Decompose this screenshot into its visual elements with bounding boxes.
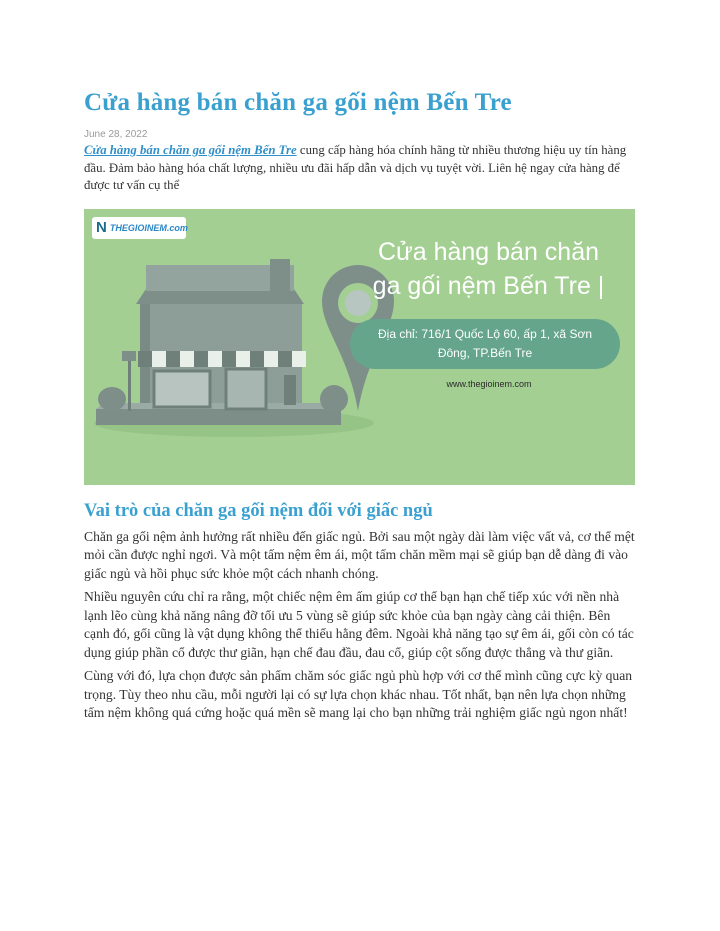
intro-link[interactable]: Cửa hàng bán chăn ga gối nệm Bến Tre: [84, 143, 297, 157]
awning: [138, 351, 306, 367]
hero-banner: [84, 209, 635, 485]
address-line2: Đông, TP.Bến Tre: [437, 345, 533, 360]
banner-title-line1: Cửa hàng bán chăn: [377, 237, 600, 266]
article: [84, 86, 636, 723]
body-paragraph-3: Cùng với đó, lựa chọn được sản phẩm chăm sóc giấc ngủ phù hợp với cơ thể mình cũng cực kỳ quan trọng. Tùy theo nhu cầu, mỗi người lại có sự lựa chọn khác nhau. Tốt nhất, bạn nên lựa chọn những tấm nệm không quá cứng hoặc quá mền sẽ mang lại cho bạn những trải nghiệm giấc ngủ ngon nhất!: [84, 668, 633, 720]
body-paragraph-1: Chăn ga gối nệm ảnh hưởng rất nhiều đến giấc ngủ. Bởi sau một ngày dài làm việc vất vả, cơ thể mệt mỏi cần được nghỉ ngơi. Và một tấm nệm êm ái, một tấm chăn mềm mại sẽ giúp bạn dễ dàng đi vào giấc ngủ và hồi phục sức khỏe một cách nhanh chóng.: [84, 528, 635, 581]
logo-text: THEGIOINEM.com: [109, 222, 188, 233]
body-paragraph-2: Nhiều nguyên cứu chỉ ra rằng, một chiếc nệm êm ấm giúp cơ thể bạn hạn chế tiếp xúc với nền nhà lạnh lẽo cùng khả năng nâng đỡ tối ưu 5 vùng sẽ giúp sức khỏe của bạn ngày càng cải thiện. Bên cạnh đó, gối cũng là vật dụng không thể thiếu hằng đêm. Ngoài khả năng tạo sự êm ái, gối còn có tác dụng giúp phần cổ được thư giãn, hạn chế đau đầu, đau cổ, giúp cột sống được thẳng và thư giãn.: [84, 589, 634, 660]
banner-title: [346, 235, 631, 303]
page-title: Cửa hàng bán chăn ga gối nệm Bến Tre: [84, 89, 512, 116]
intro-paragraph: [84, 142, 636, 195]
section-heading: Vai trò của chăn ga gối nệm đối với giấc ngủ: [84, 500, 433, 521]
logo: [92, 217, 186, 239]
banner-title-line2: ga gối nệm Bến Tre |: [372, 271, 605, 300]
logo-mark-icon: N: [96, 219, 107, 236]
address-pill: [350, 319, 620, 369]
intro-text: cung cấp hàng hóa chính hãng từ nhiều thương hiệu uy tín hàng đầu. Đảm bảo hàng hóa chất lượng, nhiều ưu đãi hấp dẫn và dịch vụ tuyệt vời. Liên hệ ngay cửa hàng để được tư vấn cụ thể: [84, 143, 627, 192]
address-line1: Địa chỉ: 716/1 Quốc Lộ 60, ấp 1, xã Sơn: [377, 326, 592, 341]
banner-website: www.thegioinem.com: [446, 378, 532, 389]
publish-date: June 28, 2022: [84, 129, 148, 140]
